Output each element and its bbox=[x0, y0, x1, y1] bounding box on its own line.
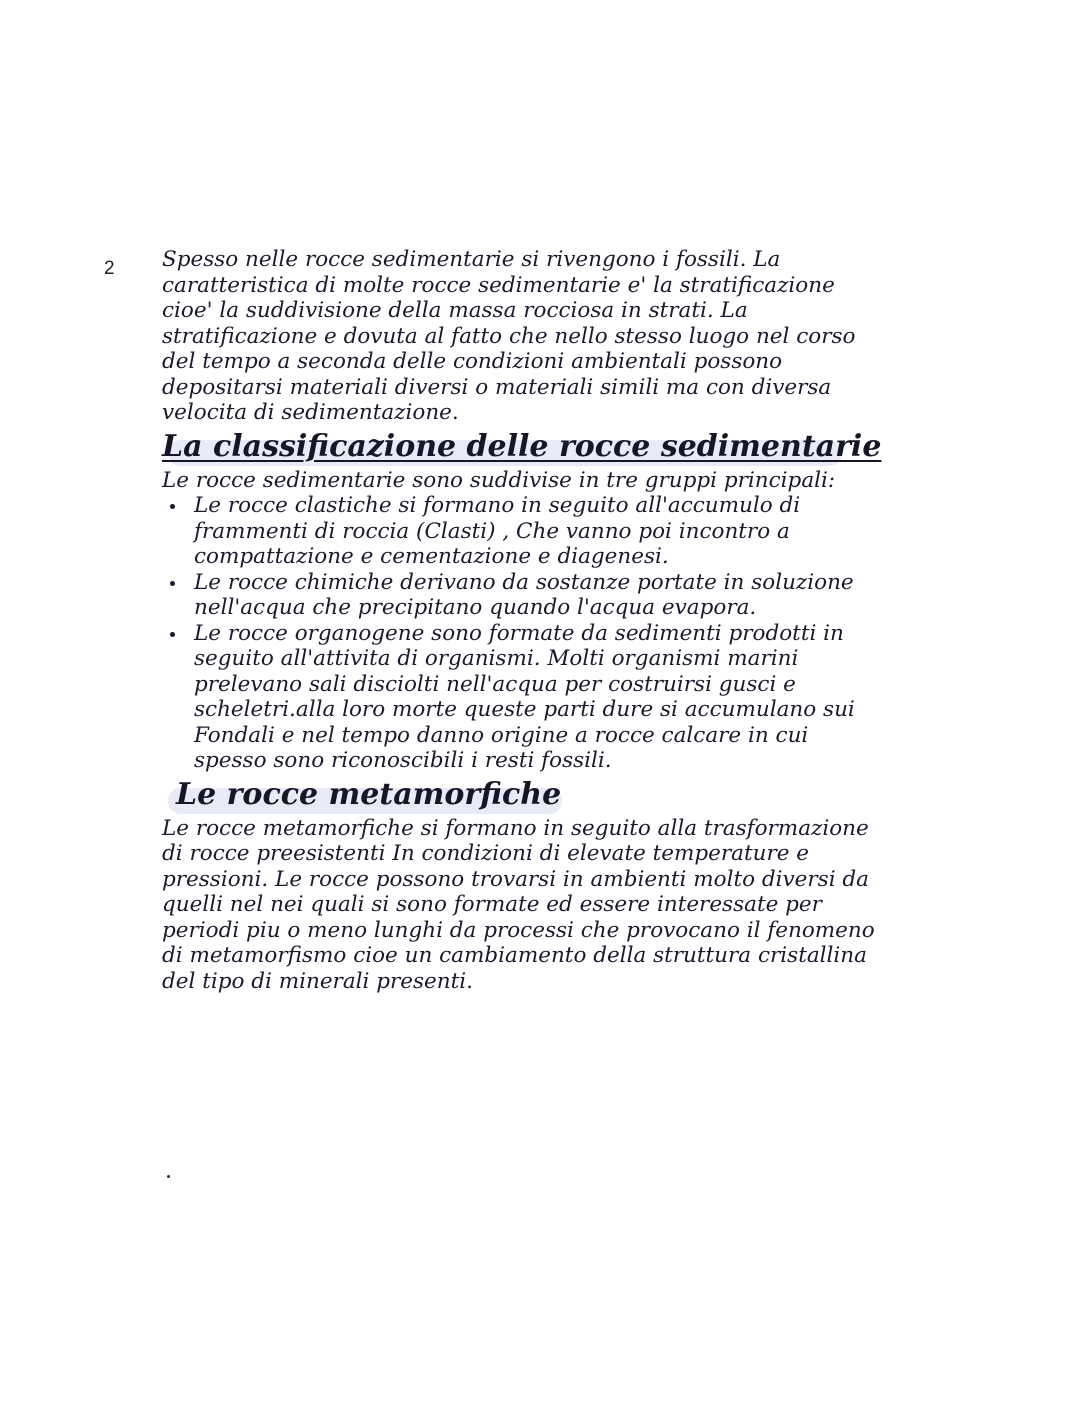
classification-lead: Le rocce sedimentarie sono suddivise in tre gruppi principali: bbox=[162, 467, 836, 493]
list-item-text: Le rocce chimiche derivano da sostanze portate in soluzione nell'acqua che precipitano quando l'acqua evapora. bbox=[194, 569, 854, 620]
list-item-text: Le rocce clastiche si formano in seguito all'accumulo di frammenti di roccia (Clasti) , Che vanno poi incontro a compattazione e cementazione e diagenesi. bbox=[194, 493, 801, 569]
bullet-icon bbox=[170, 581, 175, 586]
list-item bbox=[162, 621, 882, 774]
metamorphic-heading-block bbox=[162, 776, 882, 814]
stray-dot bbox=[167, 1175, 170, 1178]
list-item bbox=[162, 570, 882, 621]
bullet-icon bbox=[170, 632, 175, 637]
list-item bbox=[162, 493, 882, 570]
classification-heading-block bbox=[162, 428, 882, 466]
bullet-icon bbox=[170, 504, 175, 509]
classification-heading: La classificazione delle rocce sedimentarie bbox=[162, 428, 882, 464]
notes-content bbox=[162, 247, 882, 994]
page-number: 2 bbox=[104, 258, 115, 279]
metamorphic-paragraph: Le rocce metamorfiche si formano in seguito alla trasformazione di rocce preesistenti In condizioni di elevate temperature e pressioni. Le rocce possono trovarsi in ambienti molto diversi da quelli nel nei quali si sono formate ed essere interessate per periodi piu o meno lunghi da processi che provocano il fenomeno di metamorfismo cioe un cambiamento della struttura cristallina del tipo di minerali presenti. bbox=[162, 815, 875, 994]
metamorphic-heading: Le rocce metamorfiche bbox=[176, 776, 562, 812]
list-item-text: Le rocce organogene sono formate da sedimenti prodotti in seguito all'attivita di organismi. Molti organismi marini prelevano sali disciolti nell'acqua per costruirsi gusci e scheletri.alla loro morte queste parti dure si accumulano sui Fondali e nel tempo danno origine a rocce calcare in cui spesso sono riconoscibili i resti fossili. bbox=[194, 620, 855, 773]
rock-types-list bbox=[162, 493, 882, 774]
intro-paragraph: Spesso nelle rocce sedimentarie si rivengono i fossili. La caratteristica di molte rocce sedimentarie e' la stratificazione cioe' la suddivisione della massa rocciosa in strati. La stratificazione e dovuta al fatto che nello stesso luogo nel corso del tempo a seconda delle condizioni ambientali possono depositarsi materiali diversi o materiali simili ma con diversa velocita di sedimentazione. bbox=[162, 247, 856, 425]
